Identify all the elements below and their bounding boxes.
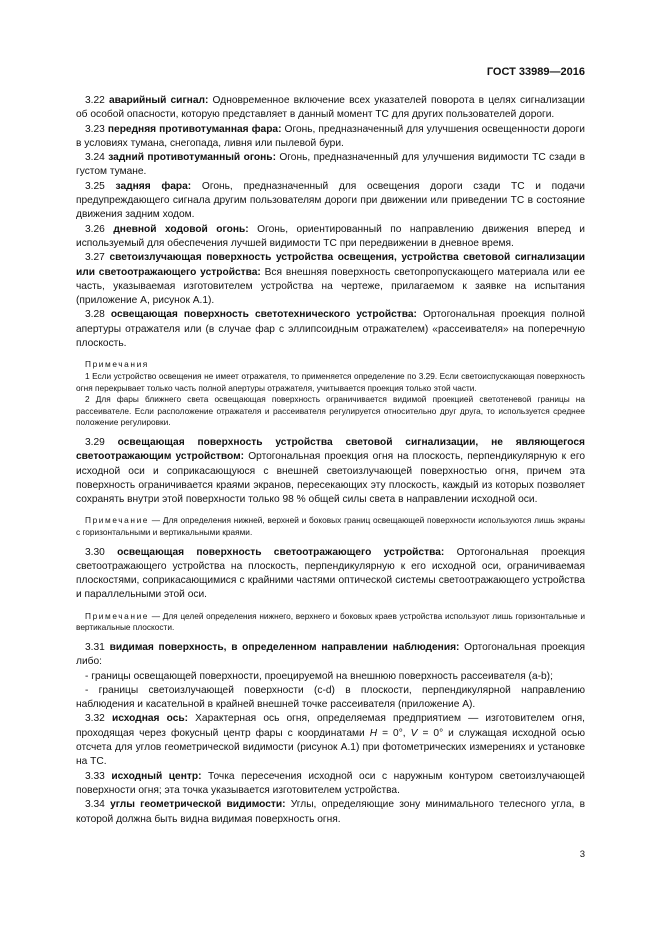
clause-text: Вся внешняя поверхность светопропускающего материала или ее часть, указываемая изготовителем устройства на чертеже, прилагаемом к заявке на испытания (приложение А, рисунок А.1). (76, 266, 585, 307)
page-number: 3 (579, 849, 585, 860)
document-body (76, 94, 585, 827)
clause-number: 3.31 (85, 641, 105, 653)
clause-text: Огонь, ориентированный по направлению движения вперед и используемый для обеспечения лучшей видимости ТС при передвижении в дневное время. (76, 223, 586, 249)
clause-term: освещающая поверхность светоотражающего устройства: (117, 546, 445, 558)
clause-3-33 (76, 770, 585, 799)
clause-text: Огонь, предназначенный для улучшения видимости ТС сзади в густом тумане. (76, 152, 585, 178)
clause-text: Ортогональная проекция полной апертуры отражателя или (в случае фар с эллипсоидным отражателем) «рассеивателя» на поперечную плоскость. (76, 309, 586, 350)
clause-text: Одновременное включение всех указателей поворота в целях сигнализации об особой опасности, которую представляет в данный момент ТС для других пользователей дороги. (76, 95, 585, 121)
clause-text: и служащая исходной осью отсчета для углов геометрической видимости (рисунок А.1) при фотометрических измерениях и установке на ТС. (76, 727, 585, 768)
list-item: - границы освещающей поверхности, проецируемой на внешнюю поверхность рассеивателя (a-b); (85, 670, 553, 682)
clause-text: Огонь, предназначенный для улучшения освещенности дороги в условиях тумана, снегопада, ливня или пылевой бури. (76, 123, 585, 149)
clause-term: исходная ось: (111, 713, 189, 725)
clause-number: 3.26 (85, 223, 105, 235)
clause-text: Ортогональная проекция огня на плоскость, перпендикулярную к его исходной оси и соприкасающуюся с внешней светоизлучающей поверхностью огня, причем эта поверхность ограничивается краями экранов, пересекающих эту плоскость, каждый из которых позволяет сохранять внутри этой поверхности только 98 % общей силы света в направлении исходной оси. (76, 451, 586, 506)
clause-number: 3.24 (85, 152, 105, 164)
note-item: 1 Если устройство освещения не имеет отражателя, то применяется определение по 3.29. Если светоиспускающая поверхность огня перекрывает только часть полной апертуры отражателя, учитывается проекция только этой части. (76, 370, 585, 393)
notes-title: Примечания (85, 359, 149, 370)
clause-3-25 (76, 180, 585, 223)
clause-number: 3.29 (85, 436, 105, 448)
clause-3-22 (76, 94, 585, 123)
clause-number: 3.34 (85, 799, 105, 811)
clause-number: 3.30 (85, 546, 105, 558)
clause-number: 3.23 (85, 123, 105, 135)
note-text: — Для целей определения нижнего, верхнего и боковых краев устройства используют лишь горизонтальные и вертикальные плоскости. (76, 610, 585, 633)
clause-text: Углы, определяющие зону минимального телесного угла, в которой должна быть видна видимая поверхность огня. (76, 799, 585, 825)
clause-term: освещающая поверхность устройства световой сигнализации, не являющегося светоотражающим устройством: (76, 436, 585, 463)
clause-3-31 (76, 641, 585, 670)
clause-number: 3.22 (85, 95, 105, 106)
clause-number: 3.27 (85, 252, 105, 264)
coord-h-symbol: H (369, 727, 378, 739)
clause-text: Ортогональная проекция либо: (76, 641, 585, 668)
clause-term: дневной ходовой огонь: (113, 223, 249, 235)
clause-number: 3.25 (85, 180, 105, 192)
clause-term: видимая поверхность, в определенном направлении наблюдения: (109, 641, 460, 653)
clause-3-32 (76, 712, 585, 769)
clause-number: 3.32 (85, 713, 105, 725)
clause-3-27 (76, 251, 585, 308)
clause-3-30 (76, 546, 585, 603)
coord-v-symbol: V (410, 727, 418, 739)
clause-term: светоизлучающая поверхность устройства освещения, устройства световой сигнализации или светоотражающего устройства: (76, 252, 585, 278)
note-text: — Для определения нижней, верхней и боковых границ освещающей поверхности используются лишь экраны с горизонтальными и вертикальными краями. (76, 515, 585, 537)
clause-text: Ортогональная проекция светоотражающего устройства на плоскость, перпендикулярную к его исходной оси, ограничиваемая плоскостями, соприкасающимися с крайними частями оптической системы светоотражающего устройства и параллельными этой оси. (76, 546, 585, 601)
clause-3-24 (76, 151, 585, 180)
clause-term: передняя противотуманная фара: (107, 123, 282, 135)
clause-3-26 (76, 223, 585, 252)
clause-text: Огонь, предназначенный для освещения дороги сзади ТС и подачи предупреждающего сигнала другим пользователям дороги при движении или приведении ТС в состояние движения задним ходом. (76, 180, 585, 221)
clause-term: исходный центр: (111, 770, 202, 782)
note-title: Примечание (85, 610, 150, 621)
document-header: ГОСТ 33989—2016 (486, 66, 585, 78)
clause-term: углы геометрической видимости: (110, 799, 286, 811)
clause-term: задний противотуманный огонь: (108, 152, 276, 164)
clause-term: освещающая поверхность светотехнического устройства: (110, 309, 417, 321)
list-item: - границы светоизлучающей поверхности (c-d) в плоскости, перпендикулярной направлению наблюдения и касательной в крайней внешней точке рассеивателя (приложение А). (76, 684, 585, 711)
note-title: Примечание (85, 515, 150, 526)
note-3-30 (76, 611, 585, 634)
notes-3-28 (76, 359, 585, 429)
clause-3-28 (76, 308, 585, 351)
coord-v-value: = 0° (417, 727, 444, 739)
clause-3-29 (76, 436, 585, 507)
note-3-29 (76, 515, 585, 538)
clause-term: аварийный сигнал: (109, 95, 209, 106)
clause-number: 3.28 (85, 309, 105, 321)
clause-text: Точка пересечения исходной оси с наружным контуром светоизлучающей поверхности огня; эта точка указывается изготовителем устройства. (76, 770, 585, 796)
clause-text: Характерная ось огня, определяемая предприятием — изготовителем огня, проходящая через фокусный центр фары с координатами (76, 713, 585, 739)
note-item: 2 Для фары ближнего света освещающая поверхность ограничивается видимой проекцией светотеневой границы на рассеивателе. Если расположение отражателя и рассеивателя регулируется относительно друг друга, то используется среднее положение регулировки. (76, 394, 585, 428)
coord-h-value: = 0°, (377, 727, 411, 739)
clause-number: 3.33 (85, 770, 105, 782)
clause-3-23 (76, 123, 585, 152)
clause-term: задняя фара: (115, 180, 192, 192)
clause-3-34 (76, 798, 585, 827)
